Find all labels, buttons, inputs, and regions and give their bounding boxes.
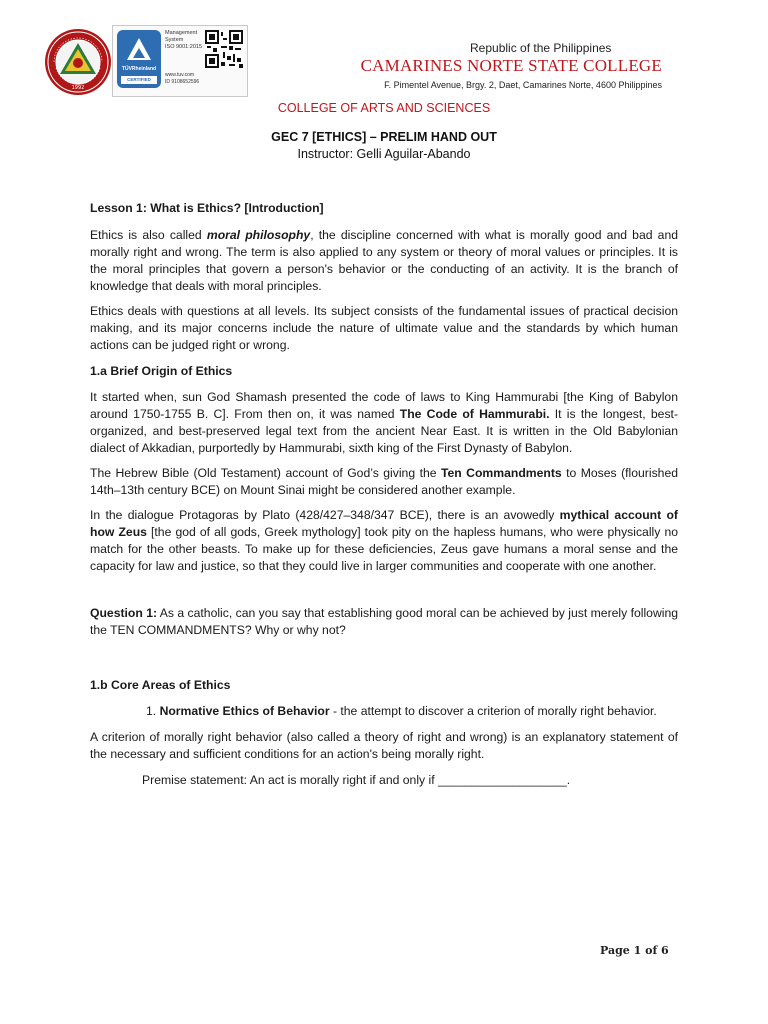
cert-web: www.tuv.com ID 9108652596 — [165, 72, 200, 85]
core-item-1: 1. Normative Ethics of Behavior - the attempt to discover a criterion of morally right behavior. — [146, 704, 657, 718]
term-code-of-hammurabi: The Code of Hammurabi. — [399, 407, 550, 421]
term-normative-ethics: Normative Ethics of Behavior — [159, 704, 330, 718]
instructor-line: Instructor: Gelli Aguilar-Abando — [297, 147, 471, 161]
term-moral-philosophy: moral philosophy — [206, 228, 311, 242]
republic-label: Republic of the Philippines — [470, 41, 612, 55]
lesson-paragraph-2: Ethics deals with questions at all levels. Its subject consists of the fundamental issues of practical decision making, and its major concerns include the nature of ultimate value and the standards by which human actions can be judged right or wrong. — [90, 304, 678, 352]
course-title: GEC 7 [ETHICS] – PRELIM HAND OUT — [271, 130, 497, 144]
department-title: COLLEGE OF ARTS AND SCIENCES — [277, 101, 491, 115]
college-name: CAMARINES NORTE STATE COLLEGE — [360, 56, 662, 75]
document-body — [90, 200, 678, 789]
origin-heading: 1.a Brief Origin of Ethics — [90, 364, 233, 378]
question-label: Question 1: — [90, 606, 158, 620]
core-areas-heading: 1.b Core Areas of Ethics — [90, 678, 231, 692]
origin-paragraph-1: It started when, sun God Shamash presented the code of laws to King Hammurabi [the King of Babylon around 1750-1755 B. C]. From then on, it was named The Code of Hammurabi. It is the longest, best-organized, and best-preserved legal text from the ancient Near East. It is written in the Old Babylonian dialect of Akkadian, purportedly by Hammurabi, sixth king of the First Dynasty of Babylon. — [90, 390, 679, 455]
tuv-rheinland-logo — [117, 30, 161, 88]
term-mythical-account: mythical account of how Zeus — [90, 508, 678, 539]
cert-text: Management System ISO 9001:2015 — [165, 30, 203, 50]
college-seal-logo — [44, 28, 112, 96]
term-ten-commandments: Ten Commandments — [440, 466, 562, 480]
core-paragraph-1: A criterion of morally right behavior (also called a theory of right and wrong) is an explanatory statement of the necessary and sufficient conditions for an action's being morally right. — [90, 730, 678, 761]
lesson-heading: Lesson 1: What is Ethics? [Introduction] — [90, 201, 324, 215]
question-1: Question 1: As a catholic, can you say that establishing good moral can be achieved by just merely following the TEN COMMANDMENTS? Why or why not? — [90, 606, 679, 637]
college-address: F. Pimentel Avenue, Brgy. 2, Daet, Camarines Norte, 4600 Philippines — [384, 80, 662, 90]
qr-code-icon — [205, 30, 243, 68]
origin-paragraph-2: The Hebrew Bible (Old Testament) account of God’s giving the Ten Commandments to Moses (flourished 14th–13th century BCE) on Mount Sinai might be considered another example. — [90, 466, 678, 497]
tuv-certified-label: CERTIFIED — [121, 76, 157, 84]
premise-statement: Premise statement: An act is morally right if and only if ___________________. — [142, 773, 571, 787]
seal-year: 1992 — [71, 85, 85, 91]
origin-paragraph-3: In the dialogue Protagoras by Plato (428/427–348/347 BCE), there is an avowedly mythical account of how Zeus [the god of all gods, Greek mythology] took pity on the hapless humans, who were physically no match for the other beasts. To make up for these deficiencies, Zeus gave humans a moral sense and the capacity for law and justice, so that they could live in larger communities and cooperate with one another. — [90, 508, 678, 573]
iso-certification-badge — [112, 25, 248, 97]
lesson-paragraph-1: Ethics is also called moral philosophy, the discipline concerned with what is morally good and bad and morally right and wrong. The term is also applied to any system or theory of moral values or principles. It is the moral principles that govern a person's behavior or the conducting of an activity. It is the branch of knowledge that deals with moral principles. — [90, 228, 678, 293]
page-number: Page 1 of 6 — [600, 944, 669, 957]
tuv-name: TÜVRheinland — [121, 66, 157, 72]
letterhead — [0, 22, 768, 102]
